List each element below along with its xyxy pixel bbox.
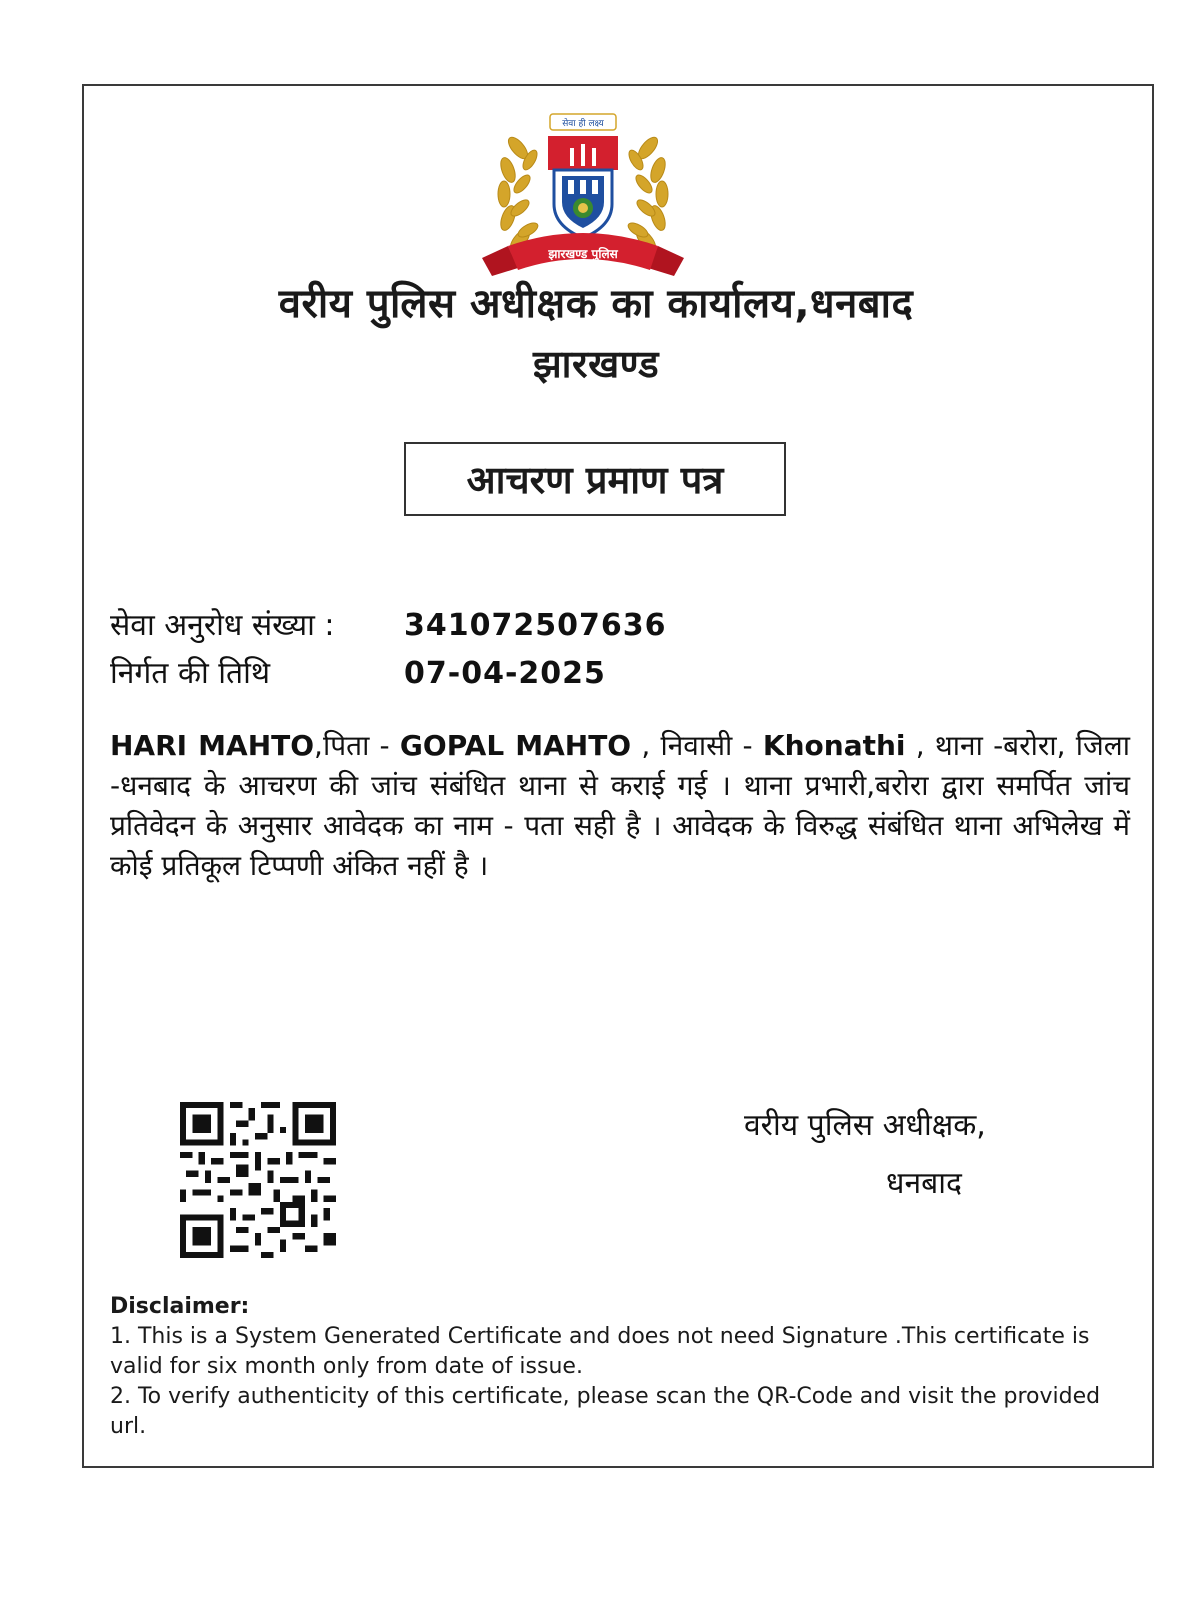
- signatory-block: [744, 1108, 986, 1202]
- applicant-name: HARI MAHTO: [110, 729, 315, 762]
- office-title: वरीय पुलिस अधीक्षक का कार्यालय,धनबाद: [278, 281, 914, 327]
- svg-text:झारखण्ड पुलिस: झारखण्ड पुलिस: [548, 247, 618, 261]
- father-name: GOPAL MAHTO: [399, 729, 632, 762]
- request-number-label: सेवा अनुरोध संख्या :: [110, 608, 335, 643]
- issue-date-value: 07-04-2025: [404, 656, 606, 691]
- svg-text:सेवा ही लक्ष्य: सेवा ही लक्ष्य: [562, 119, 604, 129]
- certificate-title: आचरण प्रमाण पत्र: [404, 442, 786, 516]
- village-name: Khonathi: [762, 729, 906, 762]
- body-text: , थाना -बरोरा, जिला -धनबाद के आचरण की जांच संबंधित थाना से कराई गई । थाना प्रभारी,बरोरा द्वारा समर्पित जांच प्रतिवेदन के अनुसार आवेदक का नाम - पता सही है । आवेदक के विरुद्ध संबंधित थाना अभिलेख में कोई प्रतिकूल टिप्पणी अंकित नहीं है ।: [110, 729, 1130, 882]
- certificate-body: [110, 726, 1130, 886]
- request-number-value: 341072507636: [404, 608, 667, 643]
- signatory-title: वरीय पुलिस अधीक्षक,: [744, 1108, 986, 1143]
- signatory-location: धनबाद: [886, 1166, 962, 1201]
- office-state: झारखण्ड: [532, 342, 660, 386]
- disclaimer-item-2: 2. To verify authenticity of this certificate, please scan the QR-Code and visit the provided url.: [110, 1384, 1101, 1439]
- issue-date-row: [110, 656, 606, 692]
- disclaimer-item-1: 1. This is a System Generated Certificate and does not need Signature .This certificate is valid for six month only from date of issue.: [110, 1324, 1090, 1379]
- qr-code-icon: [180, 1102, 336, 1258]
- request-number-row: [110, 608, 667, 644]
- issue-date-label: निर्गत की तिथि: [110, 656, 271, 691]
- jharkhand-police-emblem: [478, 108, 688, 292]
- disclaimer-heading: Disclaimer:: [110, 1294, 250, 1319]
- resident-prefix: , निवासी -: [631, 729, 763, 762]
- disclaimer-block: [110, 1292, 1110, 1442]
- father-prefix: ,पिता -: [314, 729, 400, 762]
